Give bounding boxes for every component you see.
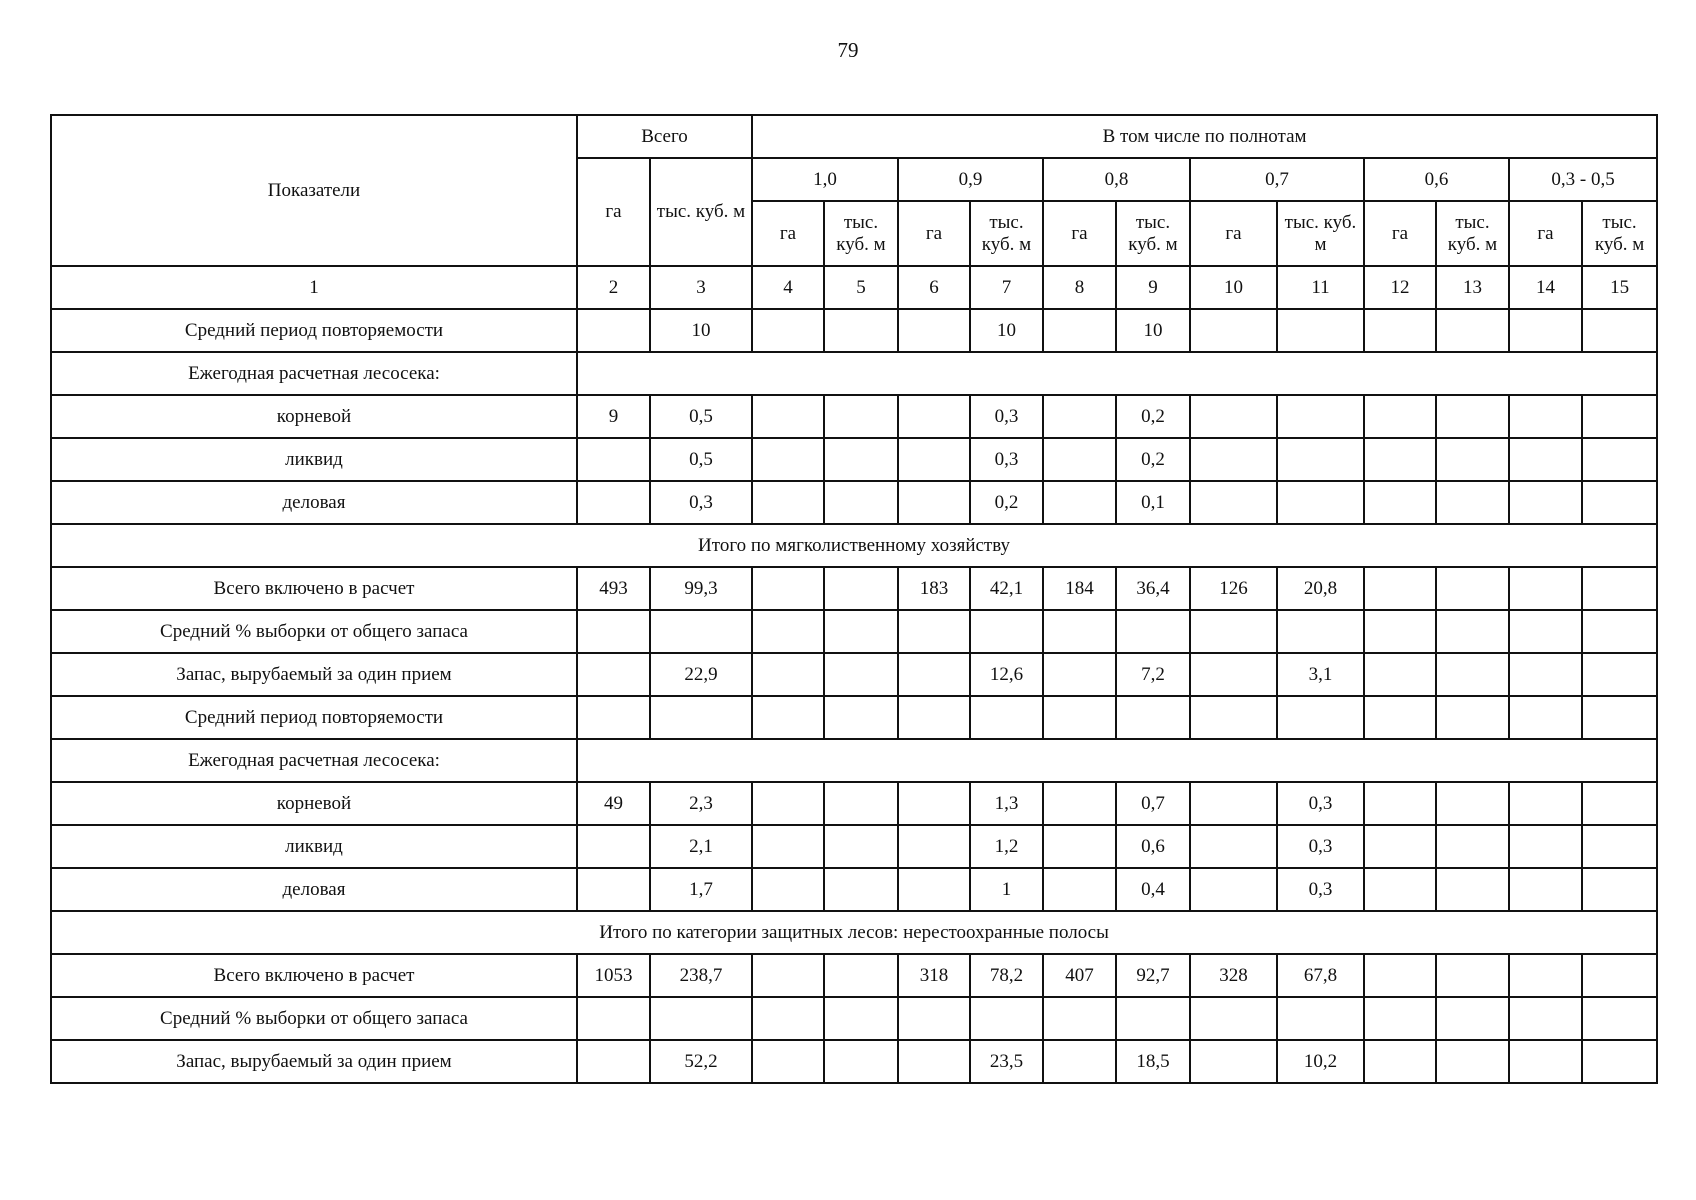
table-cell-col-8 [1043, 868, 1116, 911]
table-cell-col-3 [650, 696, 752, 739]
table-cell-col-5 [824, 997, 898, 1040]
table-cell-col-10 [1190, 438, 1277, 481]
page-number: 79 [837, 38, 859, 62]
table-cell-col-9: 0,2 [1116, 395, 1190, 438]
row-label: ликвид [51, 825, 577, 868]
table-cell-col-11 [1277, 696, 1364, 739]
table-cell-col-10 [1190, 653, 1277, 696]
empty-span-cell [577, 352, 1657, 395]
table-cell-col-3: 2,1 [650, 825, 752, 868]
table-cell-col-14 [1509, 438, 1582, 481]
column-number-1: 1 [51, 266, 577, 309]
table-cell-col-13 [1436, 696, 1509, 739]
row-label: деловая [51, 481, 577, 524]
table-cell-col-2 [577, 481, 650, 524]
table-row [51, 997, 1657, 1040]
table-cell-col-12 [1364, 954, 1436, 997]
table-cell-col-6: 183 [898, 567, 970, 610]
table-cell-col-15 [1582, 438, 1657, 481]
table-cell-col-15 [1582, 696, 1657, 739]
table-cell-col-12 [1364, 653, 1436, 696]
table-cell-col-11 [1277, 309, 1364, 352]
table-row [51, 309, 1657, 352]
table-cell-col-8 [1043, 653, 1116, 696]
table-cell-col-6 [898, 868, 970, 911]
table-cell-col-7: 1 [970, 868, 1043, 911]
table-cell-col-4 [752, 868, 824, 911]
table-cell-col-2 [577, 868, 650, 911]
table-cell-col-15 [1582, 1040, 1657, 1083]
table-row [51, 653, 1657, 696]
table-cell-col-13 [1436, 954, 1509, 997]
table-cell-col-2 [577, 696, 650, 739]
row-label: Средний период повторяемости [51, 696, 577, 739]
table-cell-col-7: 0,2 [970, 481, 1043, 524]
group-row [51, 352, 1657, 395]
header-density-1: 1,0 [752, 158, 898, 201]
row-label: ликвид [51, 438, 577, 481]
table-cell-col-7: 1,3 [970, 782, 1043, 825]
table-cell-col-9: 10 [1116, 309, 1190, 352]
table-cell-col-4 [752, 610, 824, 653]
table-cell-col-3 [650, 997, 752, 1040]
table-cell-col-5 [824, 481, 898, 524]
table-cell-col-10 [1190, 309, 1277, 352]
table-cell-col-9: 0,1 [1116, 481, 1190, 524]
header-density-1-ha: га [752, 201, 824, 266]
table-row [51, 954, 1657, 997]
table-cell-col-11 [1277, 438, 1364, 481]
table-cell-col-2 [577, 610, 650, 653]
table-cell-col-9: 0,4 [1116, 868, 1190, 911]
table-cell-col-6 [898, 481, 970, 524]
header-density-2: 0,9 [898, 158, 1043, 201]
table-cell-col-4 [752, 954, 824, 997]
group-row [51, 739, 1657, 782]
table-cell-col-8 [1043, 782, 1116, 825]
table-cell-col-10 [1190, 610, 1277, 653]
table-cell-col-13 [1436, 653, 1509, 696]
table-cell-col-14 [1509, 868, 1582, 911]
table-cell-col-13 [1436, 395, 1509, 438]
row-label: деловая [51, 868, 577, 911]
table-cell-col-6 [898, 696, 970, 739]
table-cell-col-8 [1043, 825, 1116, 868]
row-label: Средний % выборки от общего запаса [51, 997, 577, 1040]
header-density-2-volume: тыс. куб. м [970, 201, 1043, 266]
row-label: Запас, вырубаемый за один прием [51, 1040, 577, 1083]
table-cell-col-10 [1190, 868, 1277, 911]
table-cell-col-15 [1582, 782, 1657, 825]
table-cell-col-9 [1116, 997, 1190, 1040]
column-number-3: 3 [650, 266, 752, 309]
table-cell-col-8 [1043, 610, 1116, 653]
table-cell-col-4 [752, 395, 824, 438]
table-cell-col-14 [1509, 653, 1582, 696]
table-cell-col-4 [752, 481, 824, 524]
column-number-10: 10 [1190, 266, 1277, 309]
table-cell-col-12 [1364, 782, 1436, 825]
table-cell-col-15 [1582, 481, 1657, 524]
table-cell-col-6 [898, 653, 970, 696]
table-cell-col-8 [1043, 438, 1116, 481]
table-cell-col-6 [898, 782, 970, 825]
table-cell-col-14 [1509, 954, 1582, 997]
header-total-volume: тыс. куб. м [650, 158, 752, 266]
table-cell-col-2 [577, 438, 650, 481]
table-cell-col-9 [1116, 696, 1190, 739]
table-cell-col-4 [752, 997, 824, 1040]
table-cell-col-12 [1364, 309, 1436, 352]
table-cell-col-6 [898, 610, 970, 653]
table-cell-col-5 [824, 782, 898, 825]
table-cell-col-10 [1190, 1040, 1277, 1083]
header-row-top [51, 115, 1657, 158]
table-cell-col-11 [1277, 481, 1364, 524]
table-cell-col-9: 18,5 [1116, 1040, 1190, 1083]
section-title: Итого по категории защитных лесов: нерестоохранные полосы [51, 911, 1657, 954]
row-label: Средний период повторяемости [51, 309, 577, 352]
table-cell-col-14 [1509, 309, 1582, 352]
table-cell-col-9: 36,4 [1116, 567, 1190, 610]
table-cell-col-3: 10 [650, 309, 752, 352]
column-number-15: 15 [1582, 266, 1657, 309]
table-cell-col-14 [1509, 782, 1582, 825]
header-density-3-volume: тыс. куб. м [1116, 201, 1190, 266]
table-cell-col-15 [1582, 567, 1657, 610]
table-cell-col-3: 52,2 [650, 1040, 752, 1083]
table-cell-col-6 [898, 309, 970, 352]
table-cell-col-2: 493 [577, 567, 650, 610]
table-cell-col-3: 1,7 [650, 868, 752, 911]
table-row [51, 825, 1657, 868]
column-number-8: 8 [1043, 266, 1116, 309]
table-cell-col-12 [1364, 1040, 1436, 1083]
table-cell-col-2: 9 [577, 395, 650, 438]
table-cell-col-5 [824, 696, 898, 739]
header-density-3: 0,8 [1043, 158, 1190, 201]
table-cell-col-10 [1190, 997, 1277, 1040]
table-cell-col-13 [1436, 997, 1509, 1040]
table-cell-col-8 [1043, 481, 1116, 524]
table-cell-col-13 [1436, 1040, 1509, 1083]
section-title: Итого по мягколиственному хозяйству [51, 524, 1657, 567]
table-cell-col-15 [1582, 395, 1657, 438]
table-cell-col-11: 0,3 [1277, 782, 1364, 825]
column-number-9: 9 [1116, 266, 1190, 309]
header-density-5-ha: га [1364, 201, 1436, 266]
table-cell-col-8 [1043, 395, 1116, 438]
table-cell-col-12 [1364, 395, 1436, 438]
header-density-4-ha: га [1190, 201, 1277, 266]
table-cell-col-11 [1277, 997, 1364, 1040]
header-density-6-ha: га [1509, 201, 1582, 266]
table-cell-col-10 [1190, 825, 1277, 868]
table-cell-col-7: 23,5 [970, 1040, 1043, 1083]
table-cell-col-15 [1582, 825, 1657, 868]
table-cell-col-8: 184 [1043, 567, 1116, 610]
table-cell-col-14 [1509, 567, 1582, 610]
table-cell-col-2 [577, 825, 650, 868]
row-label: Запас, вырубаемый за один прием [51, 653, 577, 696]
table-cell-col-3: 22,9 [650, 653, 752, 696]
table-cell-col-13 [1436, 309, 1509, 352]
table-cell-col-13 [1436, 782, 1509, 825]
header-density-5-volume: тыс. куб. м [1436, 201, 1509, 266]
table-cell-col-3: 99,3 [650, 567, 752, 610]
table-cell-col-7: 0,3 [970, 438, 1043, 481]
table-cell-col-7: 12,6 [970, 653, 1043, 696]
column-number-row [51, 266, 1657, 309]
table-row [51, 610, 1657, 653]
table-cell-col-13 [1436, 825, 1509, 868]
column-number-4: 4 [752, 266, 824, 309]
table-cell-col-12 [1364, 481, 1436, 524]
table-cell-col-13 [1436, 567, 1509, 610]
table-cell-col-5 [824, 954, 898, 997]
table-cell-col-13 [1436, 610, 1509, 653]
table-cell-col-5 [824, 567, 898, 610]
column-number-12: 12 [1364, 266, 1436, 309]
table-cell-col-7 [970, 610, 1043, 653]
header-by-density: В том числе по полнотам [752, 115, 1657, 158]
table-cell-col-5 [824, 395, 898, 438]
table-cell-col-7: 78,2 [970, 954, 1043, 997]
table-cell-col-3: 0,5 [650, 395, 752, 438]
header-indicators: Показатели [51, 115, 577, 266]
table-cell-col-15 [1582, 309, 1657, 352]
table-cell-col-14 [1509, 1040, 1582, 1083]
table-cell-col-14 [1509, 481, 1582, 524]
table-cell-col-3 [650, 610, 752, 653]
column-number-13: 13 [1436, 266, 1509, 309]
table-cell-col-8 [1043, 309, 1116, 352]
row-label: корневой [51, 395, 577, 438]
table-cell-col-4 [752, 567, 824, 610]
table-cell-col-4 [752, 438, 824, 481]
table-cell-col-11: 67,8 [1277, 954, 1364, 997]
row-label: Всего включено в расчет [51, 567, 577, 610]
column-number-5: 5 [824, 266, 898, 309]
table-cell-col-4 [752, 825, 824, 868]
header-density-2-ha: га [898, 201, 970, 266]
header-density-5: 0,6 [1364, 158, 1509, 201]
table-cell-col-5 [824, 868, 898, 911]
table-cell-col-12 [1364, 438, 1436, 481]
header-density-4: 0,7 [1190, 158, 1364, 201]
section-row [51, 524, 1657, 567]
table-cell-col-9: 0,7 [1116, 782, 1190, 825]
table-cell-col-4 [752, 653, 824, 696]
table-cell-col-8 [1043, 696, 1116, 739]
table-cell-col-6 [898, 825, 970, 868]
table-cell-col-6 [898, 997, 970, 1040]
table-cell-col-12 [1364, 610, 1436, 653]
header-density-6-volume: тыс. куб. м [1582, 201, 1657, 266]
row-label: корневой [51, 782, 577, 825]
table-cell-col-7 [970, 696, 1043, 739]
row-label: Всего включено в расчет [51, 954, 577, 997]
table-cell-col-9 [1116, 610, 1190, 653]
table-cell-col-12 [1364, 567, 1436, 610]
table-cell-col-5 [824, 825, 898, 868]
table-cell-col-15 [1582, 954, 1657, 997]
table-row [51, 567, 1657, 610]
table-cell-col-11: 0,3 [1277, 868, 1364, 911]
table-cell-col-8 [1043, 1040, 1116, 1083]
table-cell-col-12 [1364, 696, 1436, 739]
row-label: Ежегодная расчетная лесосека: [51, 352, 577, 395]
table-cell-col-3: 0,3 [650, 481, 752, 524]
table-cell-col-11: 3,1 [1277, 653, 1364, 696]
table-cell-col-4 [752, 309, 824, 352]
table-cell-col-6 [898, 395, 970, 438]
table-cell-col-5 [824, 610, 898, 653]
table-cell-col-6 [898, 1040, 970, 1083]
column-number-14: 14 [1509, 266, 1582, 309]
table-cell-col-6 [898, 438, 970, 481]
table-cell-col-2 [577, 997, 650, 1040]
section-row [51, 911, 1657, 954]
table-cell-col-4 [752, 1040, 824, 1083]
header-density-3-ha: га [1043, 201, 1116, 266]
table-cell-col-10 [1190, 395, 1277, 438]
table-cell-col-11 [1277, 395, 1364, 438]
table-cell-col-10: 126 [1190, 567, 1277, 610]
table-cell-col-7: 0,3 [970, 395, 1043, 438]
table-cell-col-2 [577, 653, 650, 696]
table-cell-col-11: 0,3 [1277, 825, 1364, 868]
table-cell-col-14 [1509, 395, 1582, 438]
header-density-4-volume: тыс. куб. м [1277, 201, 1364, 266]
table-cell-col-8: 407 [1043, 954, 1116, 997]
table-cell-col-2 [577, 1040, 650, 1083]
table-cell-col-13 [1436, 868, 1509, 911]
column-number-2: 2 [577, 266, 650, 309]
table-cell-col-7: 10 [970, 309, 1043, 352]
table-cell-col-14 [1509, 997, 1582, 1040]
row-label: Средний % выборки от общего запаса [51, 610, 577, 653]
table-cell-col-4 [752, 782, 824, 825]
table-cell-col-12 [1364, 825, 1436, 868]
table-row [51, 438, 1657, 481]
table-cell-col-14 [1509, 610, 1582, 653]
table-cell-col-5 [824, 653, 898, 696]
table-cell-col-9: 0,2 [1116, 438, 1190, 481]
table-cell-col-6: 318 [898, 954, 970, 997]
table-cell-col-14 [1509, 825, 1582, 868]
table-cell-col-14 [1509, 696, 1582, 739]
table-cell-col-11 [1277, 610, 1364, 653]
table-cell-col-3: 2,3 [650, 782, 752, 825]
table-row [51, 481, 1657, 524]
table-cell-col-3: 0,5 [650, 438, 752, 481]
column-number-7: 7 [970, 266, 1043, 309]
table-cell-col-4 [752, 696, 824, 739]
table-cell-col-15 [1582, 610, 1657, 653]
header-total: Всего [577, 115, 752, 158]
forest-data-table [50, 114, 1658, 1084]
table-cell-col-12 [1364, 868, 1436, 911]
row-label: Ежегодная расчетная лесосека: [51, 739, 577, 782]
table-cell-col-2: 49 [577, 782, 650, 825]
table-row [51, 868, 1657, 911]
table-cell-col-13 [1436, 481, 1509, 524]
header-density-1-volume: тыс. куб. м [824, 201, 898, 266]
table-cell-col-9: 92,7 [1116, 954, 1190, 997]
table-cell-col-7: 1,2 [970, 825, 1043, 868]
column-number-6: 6 [898, 266, 970, 309]
table-cell-col-3: 238,7 [650, 954, 752, 997]
table-cell-col-2: 1053 [577, 954, 650, 997]
table-cell-col-5 [824, 1040, 898, 1083]
table-cell-col-10 [1190, 782, 1277, 825]
table-cell-col-15 [1582, 868, 1657, 911]
table-cell-col-7 [970, 997, 1043, 1040]
header-density-6: 0,3 - 0,5 [1509, 158, 1657, 201]
empty-span-cell [577, 739, 1657, 782]
table-cell-col-8 [1043, 997, 1116, 1040]
table-cell-col-5 [824, 438, 898, 481]
table-cell-col-10 [1190, 481, 1277, 524]
table-cell-col-10: 328 [1190, 954, 1277, 997]
table-row [51, 696, 1657, 739]
table-row [51, 782, 1657, 825]
table-cell-col-12 [1364, 997, 1436, 1040]
table-cell-col-7: 42,1 [970, 567, 1043, 610]
table-row [51, 1040, 1657, 1083]
table-cell-col-13 [1436, 438, 1509, 481]
header-total-ha: га [577, 158, 650, 266]
table-cell-col-2 [577, 309, 650, 352]
column-number-11: 11 [1277, 266, 1364, 309]
table-cell-col-15 [1582, 997, 1657, 1040]
table-cell-col-9: 7,2 [1116, 653, 1190, 696]
table-cell-col-11: 20,8 [1277, 567, 1364, 610]
table-cell-col-5 [824, 309, 898, 352]
table-cell-col-15 [1582, 653, 1657, 696]
table-cell-col-9: 0,6 [1116, 825, 1190, 868]
table-cell-col-10 [1190, 696, 1277, 739]
table-row [51, 395, 1657, 438]
table-cell-col-11: 10,2 [1277, 1040, 1364, 1083]
